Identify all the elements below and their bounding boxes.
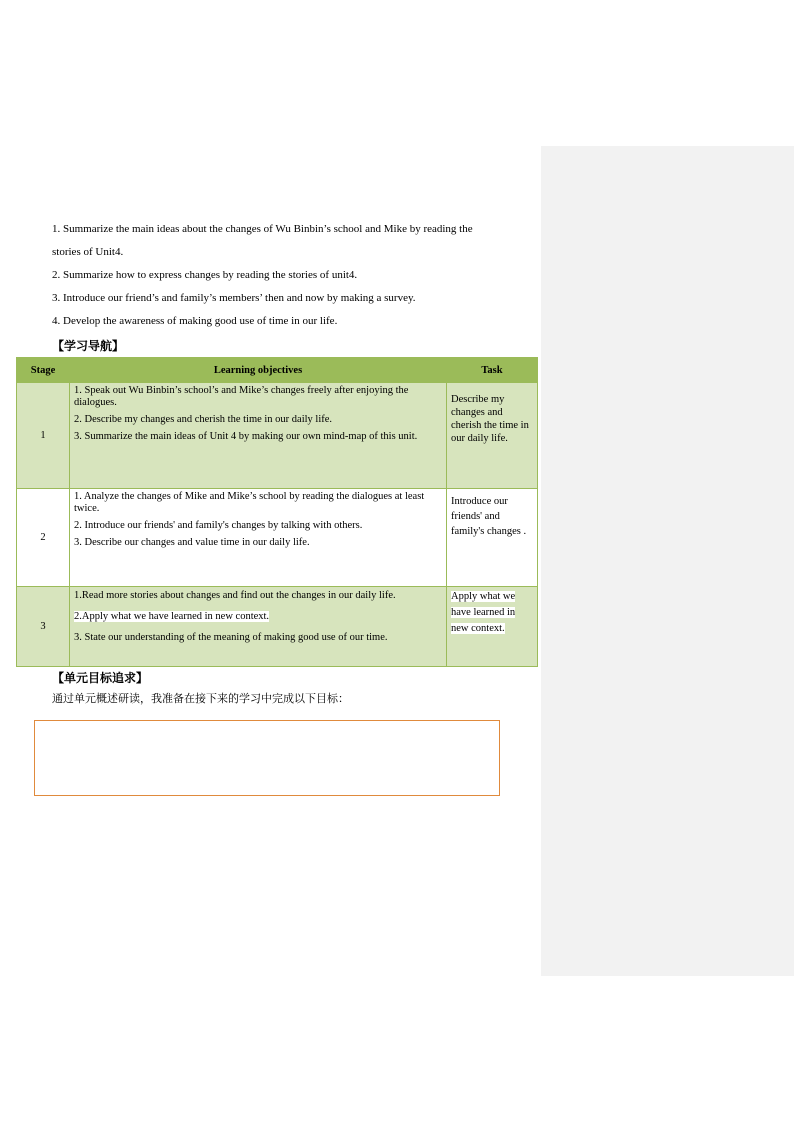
table-row <box>17 383 538 489</box>
goal-heading: 【单元目标追求】 <box>52 671 149 685</box>
objective-line-1: 1. Summarize the main ideas about the changes of Wu Binbin’s school and Mike by reading the <box>52 223 473 235</box>
objective-item <box>74 611 442 623</box>
objective-item: 2. Introduce our friends' and family's changes by talking with others. <box>74 520 363 531</box>
objectives-cell <box>70 587 447 667</box>
objective-highlight: 2.Apply what we have learned in new context. <box>74 611 270 622</box>
nav-heading: 【学习导航】 <box>52 339 125 353</box>
stage-cell: 1 <box>17 383 70 489</box>
table-header-row <box>17 358 538 383</box>
table-row <box>17 489 538 587</box>
table-row <box>17 587 538 667</box>
objectives-cell <box>70 383 447 489</box>
goal-input-box[interactable] <box>34 720 500 796</box>
objective-line-4: 4. Develop the awareness of making good use of time in our life. <box>52 315 338 327</box>
task-cell: Introduce our friends' and family's changes . <box>447 489 538 587</box>
objective-item: 1. Speak out Wu Binbin’s school’s and Mike’s changes freely after enjoying the dialogues. <box>74 385 409 408</box>
comment-pane <box>541 146 794 976</box>
learning-navigation-table <box>16 357 538 667</box>
objective-item: 2. Describe my changes and cherish the time in our daily life. <box>74 414 333 425</box>
objective-line-2: 2. Summarize how to express changes by reading the stories of unit4. <box>52 269 358 281</box>
objective-item: 3. Describe our changes and value time in our daily life. <box>74 537 310 548</box>
objectives-cell <box>70 489 447 587</box>
stage-cell: 3 <box>17 587 70 667</box>
header-objectives: Learning objectives <box>70 358 447 383</box>
objective-line-1-cont: stories of Unit4. <box>52 246 124 258</box>
stage-cell: 2 <box>17 489 70 587</box>
header-task: Task <box>447 358 538 383</box>
objective-item: 1. Analyze the changes of Mike and Mike’s school by reading the dialogues at least twice. <box>74 491 425 514</box>
objective-item: 3. State our understanding of the meaning of making good use of our time. <box>74 632 388 643</box>
goal-intro: 通过单元概述研读，我准备在接下来的学习中完成以下目标： <box>52 692 349 705</box>
objective-item: 3. Summarize the main ideas of Unit 4 by making our own mind-map of this unit. <box>74 431 418 442</box>
objective-line-3: 3. Introduce our friend’s and family’s members’ then and now by making a survey. <box>52 292 416 304</box>
header-stage: Stage <box>17 358 70 383</box>
objective-item: 1.Read more stories about changes and find out the changes in our daily life. <box>74 590 396 601</box>
task-cell: Describe my changes and cherish the time in our daily life. <box>447 383 538 489</box>
task-highlight: Apply what we have learned in new context. <box>451 591 516 634</box>
task-cell <box>447 587 538 667</box>
